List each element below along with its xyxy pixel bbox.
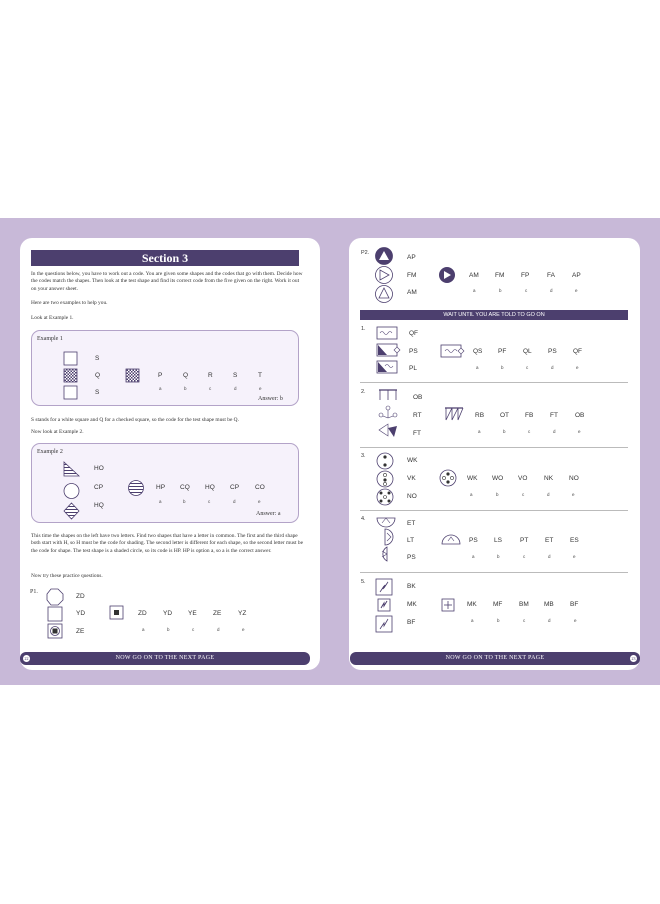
option-letter: e <box>578 429 581 434</box>
q5-code: BF <box>407 619 416 626</box>
q4-test-shape <box>440 531 462 547</box>
q4-option: PS <box>469 537 478 544</box>
option-letter: e <box>574 618 577 623</box>
practice-intro: Now try these practice questions. <box>31 573 103 579</box>
q3-test-shape <box>438 468 458 488</box>
page-number-right: 23 <box>629 654 638 663</box>
q5-option: BF <box>570 601 579 608</box>
option-letter: a <box>471 618 474 623</box>
q4-option: PT <box>520 537 529 544</box>
q1-option: QL <box>523 348 532 355</box>
option-letter: a <box>473 288 476 293</box>
q2-code: OB <box>413 394 423 401</box>
q1-option: QF <box>573 348 583 355</box>
q3-code: WK <box>407 457 418 464</box>
option-letter: d <box>548 554 551 559</box>
option-letter: b <box>501 365 504 370</box>
example1-shapes <box>63 351 79 401</box>
q2-code: RT <box>413 412 422 419</box>
example2-box <box>31 443 299 523</box>
p2-option: FP <box>521 272 530 279</box>
q4-option: ES <box>570 537 579 544</box>
option-letter: d <box>551 365 554 370</box>
hatched-circle-icon <box>129 481 144 496</box>
p2-code: AP <box>407 254 416 261</box>
p1-option: YD <box>163 610 173 617</box>
option-letter: d <box>553 429 556 434</box>
option-letter: a <box>472 554 475 559</box>
q5-shapes <box>375 578 395 634</box>
q4-shapes <box>374 514 398 562</box>
option-letter: c <box>192 627 195 632</box>
option-letter: e <box>242 627 245 632</box>
white-square-icon <box>64 352 77 365</box>
q2-shapes <box>376 388 402 440</box>
intro-text: In the questions below, you have to work out a code. You are given some shapes and the codes that go with them. Decide how the codes match the shapes. Then look at the test shape and find its correct code from the five given on the right. Work it out on your answer sheet. <box>31 271 303 292</box>
p1-code: ZE <box>76 628 85 635</box>
p2-option: AP <box>572 272 581 279</box>
q4-code: ET <box>407 520 416 527</box>
p1-test-shape <box>109 605 125 621</box>
q2-number: 2. <box>361 389 366 395</box>
look-example1: Look at Example 1. <box>31 315 74 321</box>
option-letter: b <box>497 554 500 559</box>
option-letter: b <box>167 627 170 632</box>
option-letter: d <box>217 627 220 632</box>
example1-code: S <box>95 355 100 362</box>
p1-code: YD <box>76 610 86 617</box>
option-letter: c <box>522 492 525 497</box>
page-number-left: 22 <box>22 654 31 663</box>
q3-option: NK <box>544 475 554 482</box>
option-letter: b <box>496 492 499 497</box>
octagon-icon <box>47 589 63 605</box>
checked-square-icon <box>64 369 77 382</box>
example1-label: Example 1 <box>37 336 63 342</box>
p1-shapes <box>46 588 64 640</box>
example2-test-shape <box>127 479 145 497</box>
half-circle-up-icon <box>442 535 460 544</box>
hatched-triangle-icon <box>64 462 79 476</box>
q5-option: MB <box>544 601 554 608</box>
q1-option: PS <box>548 348 557 355</box>
example2-option: HQ <box>205 484 215 491</box>
option-letter: d <box>547 492 550 497</box>
q4-option: ET <box>545 537 554 544</box>
example2-answer: Answer: a <box>256 511 281 517</box>
example1-option: T <box>258 372 262 379</box>
option-letter: b <box>499 288 502 293</box>
option-letter: b <box>183 499 186 504</box>
q1-code: PL <box>409 365 417 372</box>
checked-square-icon <box>126 369 139 382</box>
hatched-diamond-icon <box>64 503 79 519</box>
option-letter: e <box>575 288 578 293</box>
example2-code: HQ <box>94 502 104 509</box>
q3-code: NO <box>407 493 417 500</box>
option-letter: b <box>497 618 500 623</box>
option-letter: b <box>184 386 187 391</box>
q4-option: LS <box>494 537 502 544</box>
example2-code: CP <box>94 484 104 491</box>
q4-code: PS <box>407 554 416 561</box>
option-letter: e <box>258 499 261 504</box>
example2-option: CO <box>255 484 265 491</box>
q5-option: MF <box>493 601 503 608</box>
q2-test-shape <box>443 406 465 422</box>
p1-label: P1. <box>30 589 38 595</box>
option-letter: c <box>525 288 528 293</box>
look-example2: Now look at Example 2. <box>31 429 84 435</box>
q3-number: 3. <box>361 453 366 459</box>
q1-number: 1. <box>361 326 366 332</box>
section-title: Section 3 <box>31 250 299 266</box>
q5-option: MK <box>467 601 477 608</box>
example1-option: S <box>233 372 238 379</box>
example1-code: S <box>95 389 100 396</box>
q3-option: WO <box>492 475 504 482</box>
p2-test-shape <box>438 266 456 284</box>
example2-option: CP <box>230 484 240 491</box>
white-circle-icon <box>64 484 79 499</box>
q3-option: NO <box>569 475 579 482</box>
footer-next-page-right: NOW GO ON TO THE NEXT PAGE <box>350 652 640 665</box>
branching-circles-icon <box>386 406 390 410</box>
question-divider <box>360 447 628 448</box>
wait-banner: WAIT UNTIL YOU ARE TOLD TO GO ON <box>360 310 628 320</box>
q3-option: VO <box>518 475 528 482</box>
p2-option: FM <box>495 272 505 279</box>
example2-option: HP <box>156 484 166 491</box>
p2-option: FA <box>547 272 555 279</box>
p1-option: YZ <box>238 610 247 617</box>
q5-option: BM <box>519 601 529 608</box>
option-letter: a <box>159 386 162 391</box>
q5-code: MK <box>407 601 417 608</box>
q1-shapes <box>376 326 402 376</box>
option-letter: d <box>234 386 237 391</box>
q1-option: QS <box>473 348 483 355</box>
q1-code: PS <box>409 348 418 355</box>
p1-code: ZD <box>76 593 85 600</box>
q5-test-shape <box>441 598 455 612</box>
option-letter: e <box>576 365 579 370</box>
half-circle-down-icon <box>377 518 395 527</box>
examples-intro: Here are two examples to help you. <box>31 300 108 306</box>
p2-label: P2. <box>361 250 370 256</box>
p2-shapes <box>374 247 394 305</box>
example1-option: P <box>158 372 163 379</box>
example1-test-shape <box>125 368 141 384</box>
q5-number: 5. <box>361 579 366 585</box>
option-letter: a <box>159 499 162 504</box>
q4-code: LT <box>407 537 415 544</box>
q1-option: PF <box>498 348 507 355</box>
example1-option: R <box>208 372 213 379</box>
circle-two-dots-icon <box>377 453 393 469</box>
question-divider <box>360 382 628 383</box>
q2-option: OB <box>575 412 585 419</box>
option-letter: e <box>572 492 575 497</box>
option-letter: c <box>523 618 526 623</box>
q2-option: FB <box>525 412 534 419</box>
option-letter: a <box>476 365 479 370</box>
footer-next-page-left: NOW GO ON TO THE NEXT PAGE <box>20 652 310 665</box>
p2-code: FM <box>407 272 417 279</box>
explain1-text: S stands for a white square and Q for a checked square, so the code for the test shape must be Q. <box>31 417 239 423</box>
option-letter: b <box>503 429 506 434</box>
option-letter: a <box>470 492 473 497</box>
option-letter: c <box>528 429 531 434</box>
q2-option: OT <box>500 412 510 419</box>
example1-option: Q <box>183 372 189 379</box>
q5-code: BK <box>407 583 416 590</box>
p1-option: YE <box>188 610 197 617</box>
example2-shapes <box>62 460 82 522</box>
q2-code: FT <box>413 430 421 437</box>
q3-shapes <box>374 452 396 508</box>
q2-option: RB <box>475 412 485 419</box>
q2-option: FT <box>550 412 558 419</box>
example2-code: HO <box>94 465 104 472</box>
example1-box <box>31 330 299 406</box>
p2-code: AM <box>407 289 417 296</box>
example2-option: CQ <box>180 484 190 491</box>
q4-number: 4. <box>361 516 366 522</box>
option-letter: d <box>548 618 551 623</box>
q3-option: WK <box>467 475 478 482</box>
option-letter: e <box>259 386 262 391</box>
explain2-text: This time the shapes on the left have two letters. Find two shapes that have a letter in common. The first and the third shape both start with H, so H must be the code for shading. The second letter is different for each shape, so the second letter must be the code for shape. The test shape is a shaded circle, so its code is HP. HP is option a, so a is the correct answer. <box>31 533 303 554</box>
option-letter: c <box>209 386 212 391</box>
half-circle-right-icon <box>385 529 393 545</box>
q1-test-shape <box>440 344 468 358</box>
question-divider <box>360 510 628 511</box>
option-letter: a <box>478 429 481 434</box>
option-letter: a <box>142 627 145 632</box>
half-circle-left-icon <box>383 547 387 561</box>
example2-label: Example 2 <box>37 449 63 455</box>
white-square-icon <box>64 386 77 399</box>
p1-option: ZD <box>138 610 147 617</box>
option-letter: d <box>233 499 236 504</box>
option-letter: d <box>550 288 553 293</box>
q1-code: QF <box>409 330 419 337</box>
q3-code: VK <box>407 475 416 482</box>
p2-option: AM <box>469 272 479 279</box>
option-letter: c <box>208 499 211 504</box>
p1-option: ZE <box>213 610 222 617</box>
right-page <box>349 238 640 670</box>
triangles-icon <box>379 424 388 436</box>
square-icon <box>48 607 62 621</box>
option-letter: c <box>523 554 526 559</box>
option-letter: e <box>573 554 576 559</box>
example1-answer: Answer: b <box>258 396 283 402</box>
question-divider <box>360 572 628 573</box>
left-page <box>20 238 320 670</box>
option-letter: c <box>526 365 529 370</box>
example1-code: Q <box>95 372 101 379</box>
